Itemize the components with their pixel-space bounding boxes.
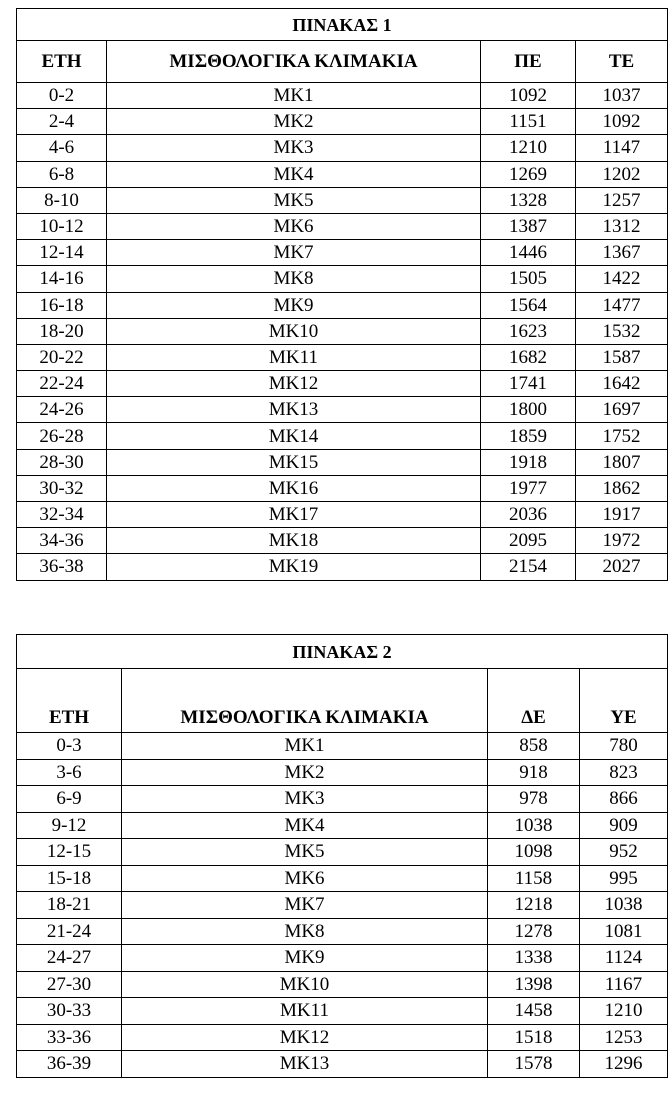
cell-years: 10-12 bbox=[17, 213, 107, 239]
header-ye: ΥΕ bbox=[580, 669, 668, 733]
cell-years: 18-20 bbox=[17, 318, 107, 344]
cell-years: 0-2 bbox=[17, 83, 107, 109]
cell-years: 6-8 bbox=[17, 161, 107, 187]
cell-amount-2: 1147 bbox=[576, 135, 668, 161]
table-row bbox=[17, 266, 668, 292]
cell-years: 12-15 bbox=[17, 839, 122, 866]
cell-salary-grade: ΜΚ3 bbox=[122, 786, 488, 813]
cell-amount-1: 1210 bbox=[481, 135, 576, 161]
cell-salary-grade: ΜΚ9 bbox=[107, 292, 481, 318]
cell-amount-1: 1518 bbox=[488, 1024, 580, 1051]
cell-salary-grade: ΜΚ8 bbox=[107, 266, 481, 292]
cell-amount-2: 823 bbox=[580, 759, 668, 786]
cell-amount-1: 1218 bbox=[488, 892, 580, 919]
cell-amount-1: 978 bbox=[488, 786, 580, 813]
cell-amount-2: 1532 bbox=[576, 318, 668, 344]
cell-salary-grade: ΜΚ11 bbox=[122, 998, 488, 1025]
cell-years: 3-6 bbox=[17, 759, 122, 786]
table-row bbox=[17, 240, 668, 266]
cell-amount-2: 1642 bbox=[576, 371, 668, 397]
table-row bbox=[17, 161, 668, 187]
table-title-row bbox=[17, 9, 668, 41]
cell-amount-2: 1167 bbox=[580, 971, 668, 998]
header-salary-grades: ΜΙΣΘΟΛΟΓΙΚΑ ΚΛΙΜΑΚΙΑ bbox=[107, 41, 481, 83]
cell-amount-1: 1269 bbox=[481, 161, 576, 187]
table-row bbox=[17, 786, 668, 813]
cell-salary-grade: ΜΚ6 bbox=[122, 865, 488, 892]
cell-salary-grade: ΜΚ8 bbox=[122, 918, 488, 945]
cell-amount-1: 1338 bbox=[488, 945, 580, 972]
cell-years: 16-18 bbox=[17, 292, 107, 318]
cell-salary-grade: ΜΚ11 bbox=[107, 344, 481, 370]
cell-amount-2: 1210 bbox=[580, 998, 668, 1025]
cell-years: 24-26 bbox=[17, 397, 107, 423]
cell-salary-grade: ΜΚ7 bbox=[122, 892, 488, 919]
cell-salary-grade: ΜΚ10 bbox=[122, 971, 488, 998]
cell-amount-2: 1202 bbox=[576, 161, 668, 187]
cell-amount-1: 1446 bbox=[481, 240, 576, 266]
cell-salary-grade: ΜΚ6 bbox=[107, 213, 481, 239]
cell-salary-grade: ΜΚ2 bbox=[122, 759, 488, 786]
cell-amount-1: 1458 bbox=[488, 998, 580, 1025]
table-row bbox=[17, 554, 668, 580]
header-years: ΕΤΗ bbox=[17, 41, 107, 83]
cell-amount-2: 780 bbox=[580, 733, 668, 760]
cell-years: 2-4 bbox=[17, 109, 107, 135]
table-header-row bbox=[17, 669, 668, 733]
cell-amount-1: 1158 bbox=[488, 865, 580, 892]
table-row bbox=[17, 528, 668, 554]
cell-salary-grade: ΜΚ12 bbox=[122, 1024, 488, 1051]
table-row bbox=[17, 998, 668, 1025]
cell-amount-1: 1918 bbox=[481, 449, 576, 475]
cell-amount-2: 952 bbox=[580, 839, 668, 866]
cell-amount-2: 1092 bbox=[576, 109, 668, 135]
cell-amount-1: 1800 bbox=[481, 397, 576, 423]
header-pe: ΠΕ bbox=[481, 41, 576, 83]
cell-years: 33-36 bbox=[17, 1024, 122, 1051]
cell-amount-2: 1038 bbox=[580, 892, 668, 919]
table-row bbox=[17, 733, 668, 760]
cell-amount-2: 1081 bbox=[580, 918, 668, 945]
cell-amount-2: 1312 bbox=[576, 213, 668, 239]
cell-years: 0-3 bbox=[17, 733, 122, 760]
cell-amount-1: 1387 bbox=[481, 213, 576, 239]
table-row bbox=[17, 918, 668, 945]
cell-amount-1: 918 bbox=[488, 759, 580, 786]
cell-years: 36-39 bbox=[17, 1051, 122, 1078]
cell-amount-1: 1092 bbox=[481, 83, 576, 109]
cell-years: 14-16 bbox=[17, 266, 107, 292]
cell-salary-grade: ΜΚ10 bbox=[107, 318, 481, 344]
cell-salary-grade: ΜΚ4 bbox=[107, 161, 481, 187]
cell-years: 18-21 bbox=[17, 892, 122, 919]
cell-amount-2: 1752 bbox=[576, 423, 668, 449]
cell-salary-grade: ΜΚ7 bbox=[107, 240, 481, 266]
cell-salary-grade: ΜΚ5 bbox=[107, 187, 481, 213]
cell-amount-2: 1807 bbox=[576, 449, 668, 475]
table-row bbox=[17, 839, 668, 866]
table-title: ΠΙΝΑΚΑΣ 2 bbox=[17, 635, 668, 669]
cell-amount-2: 1124 bbox=[580, 945, 668, 972]
cell-amount-2: 1587 bbox=[576, 344, 668, 370]
cell-years: 28-30 bbox=[17, 449, 107, 475]
cell-salary-grade: ΜΚ2 bbox=[107, 109, 481, 135]
cell-amount-1: 1578 bbox=[488, 1051, 580, 1078]
cell-salary-grade: ΜΚ15 bbox=[107, 449, 481, 475]
cell-amount-2: 2027 bbox=[576, 554, 668, 580]
cell-years: 12-14 bbox=[17, 240, 107, 266]
table-row bbox=[17, 1051, 668, 1078]
cell-years: 26-28 bbox=[17, 423, 107, 449]
cell-amount-2: 1367 bbox=[576, 240, 668, 266]
cell-years: 32-34 bbox=[17, 502, 107, 528]
cell-years: 15-18 bbox=[17, 865, 122, 892]
cell-salary-grade: ΜΚ1 bbox=[122, 733, 488, 760]
cell-amount-2: 909 bbox=[580, 812, 668, 839]
table-row bbox=[17, 865, 668, 892]
cell-amount-2: 1296 bbox=[580, 1051, 668, 1078]
cell-amount-1: 1977 bbox=[481, 475, 576, 501]
table-row bbox=[17, 475, 668, 501]
cell-years: 9-12 bbox=[17, 812, 122, 839]
cell-years: 30-33 bbox=[17, 998, 122, 1025]
table-row bbox=[17, 83, 668, 109]
cell-amount-2: 866 bbox=[580, 786, 668, 813]
table-row bbox=[17, 292, 668, 318]
cell-years: 6-9 bbox=[17, 786, 122, 813]
cell-amount-2: 1422 bbox=[576, 266, 668, 292]
table-row bbox=[17, 109, 668, 135]
cell-amount-1: 1278 bbox=[488, 918, 580, 945]
table-row bbox=[17, 892, 668, 919]
table-title-row bbox=[17, 635, 668, 669]
cell-amount-2: 1253 bbox=[580, 1024, 668, 1051]
table-row bbox=[17, 502, 668, 528]
cell-amount-1: 858 bbox=[488, 733, 580, 760]
header-de: ΔΕ bbox=[488, 669, 580, 733]
cell-amount-2: 1477 bbox=[576, 292, 668, 318]
cell-amount-1: 1151 bbox=[481, 109, 576, 135]
table-row bbox=[17, 213, 668, 239]
cell-years: 8-10 bbox=[17, 187, 107, 213]
cell-amount-2: 1697 bbox=[576, 397, 668, 423]
cell-amount-2: 1862 bbox=[576, 475, 668, 501]
cell-amount-2: 1257 bbox=[576, 187, 668, 213]
header-salary-grades: ΜΙΣΘΟΛΟΓΙΚΑ ΚΛΙΜΑΚΙΑ bbox=[122, 669, 488, 733]
table-title: ΠΙΝΑΚΑΣ 1 bbox=[17, 9, 668, 41]
cell-years: 30-32 bbox=[17, 475, 107, 501]
cell-amount-1: 1741 bbox=[481, 371, 576, 397]
cell-years: 4-6 bbox=[17, 135, 107, 161]
cell-amount-1: 1623 bbox=[481, 318, 576, 344]
cell-salary-grade: ΜΚ4 bbox=[122, 812, 488, 839]
table-row bbox=[17, 371, 668, 397]
cell-amount-1: 2036 bbox=[481, 502, 576, 528]
cell-salary-grade: ΜΚ9 bbox=[122, 945, 488, 972]
cell-amount-1: 1505 bbox=[481, 266, 576, 292]
cell-amount-1: 2095 bbox=[481, 528, 576, 554]
cell-years: 22-24 bbox=[17, 371, 107, 397]
cell-amount-1: 1682 bbox=[481, 344, 576, 370]
cell-amount-1: 1038 bbox=[488, 812, 580, 839]
cell-salary-grade: ΜΚ5 bbox=[122, 839, 488, 866]
cell-salary-grade: ΜΚ13 bbox=[107, 397, 481, 423]
cell-years: 27-30 bbox=[17, 971, 122, 998]
cell-amount-1: 1328 bbox=[481, 187, 576, 213]
cell-amount-1: 2154 bbox=[481, 554, 576, 580]
table-row bbox=[17, 945, 668, 972]
cell-years: 36-38 bbox=[17, 554, 107, 580]
cell-salary-grade: ΜΚ18 bbox=[107, 528, 481, 554]
table-row bbox=[17, 397, 668, 423]
cell-amount-1: 1398 bbox=[488, 971, 580, 998]
table-row bbox=[17, 812, 668, 839]
salary-table-2 bbox=[16, 634, 668, 1078]
table-row bbox=[17, 423, 668, 449]
cell-amount-1: 1564 bbox=[481, 292, 576, 318]
cell-amount-2: 995 bbox=[580, 865, 668, 892]
cell-amount-1: 1859 bbox=[481, 423, 576, 449]
cell-years: 20-22 bbox=[17, 344, 107, 370]
table-row bbox=[17, 135, 668, 161]
table-row bbox=[17, 1024, 668, 1051]
table-row bbox=[17, 449, 668, 475]
table-row bbox=[17, 344, 668, 370]
cell-salary-grade: ΜΚ17 bbox=[107, 502, 481, 528]
table-row bbox=[17, 318, 668, 344]
cell-amount-2: 1917 bbox=[576, 502, 668, 528]
table-row bbox=[17, 971, 668, 998]
cell-salary-grade: ΜΚ14 bbox=[107, 423, 481, 449]
cell-salary-grade: ΜΚ1 bbox=[107, 83, 481, 109]
salary-table-1 bbox=[16, 8, 668, 581]
cell-years: 34-36 bbox=[17, 528, 107, 554]
table-row bbox=[17, 187, 668, 213]
cell-salary-grade: ΜΚ12 bbox=[107, 371, 481, 397]
cell-amount-1: 1098 bbox=[488, 839, 580, 866]
cell-amount-2: 1972 bbox=[576, 528, 668, 554]
header-years: ΕΤΗ bbox=[17, 669, 122, 733]
cell-years: 21-24 bbox=[17, 918, 122, 945]
table-row bbox=[17, 759, 668, 786]
cell-salary-grade: ΜΚ13 bbox=[122, 1051, 488, 1078]
cell-years: 24-27 bbox=[17, 945, 122, 972]
cell-salary-grade: ΜΚ16 bbox=[107, 475, 481, 501]
header-te: ΤΕ bbox=[576, 41, 668, 83]
table-header-row bbox=[17, 41, 668, 83]
cell-amount-2: 1037 bbox=[576, 83, 668, 109]
cell-salary-grade: ΜΚ19 bbox=[107, 554, 481, 580]
cell-salary-grade: ΜΚ3 bbox=[107, 135, 481, 161]
